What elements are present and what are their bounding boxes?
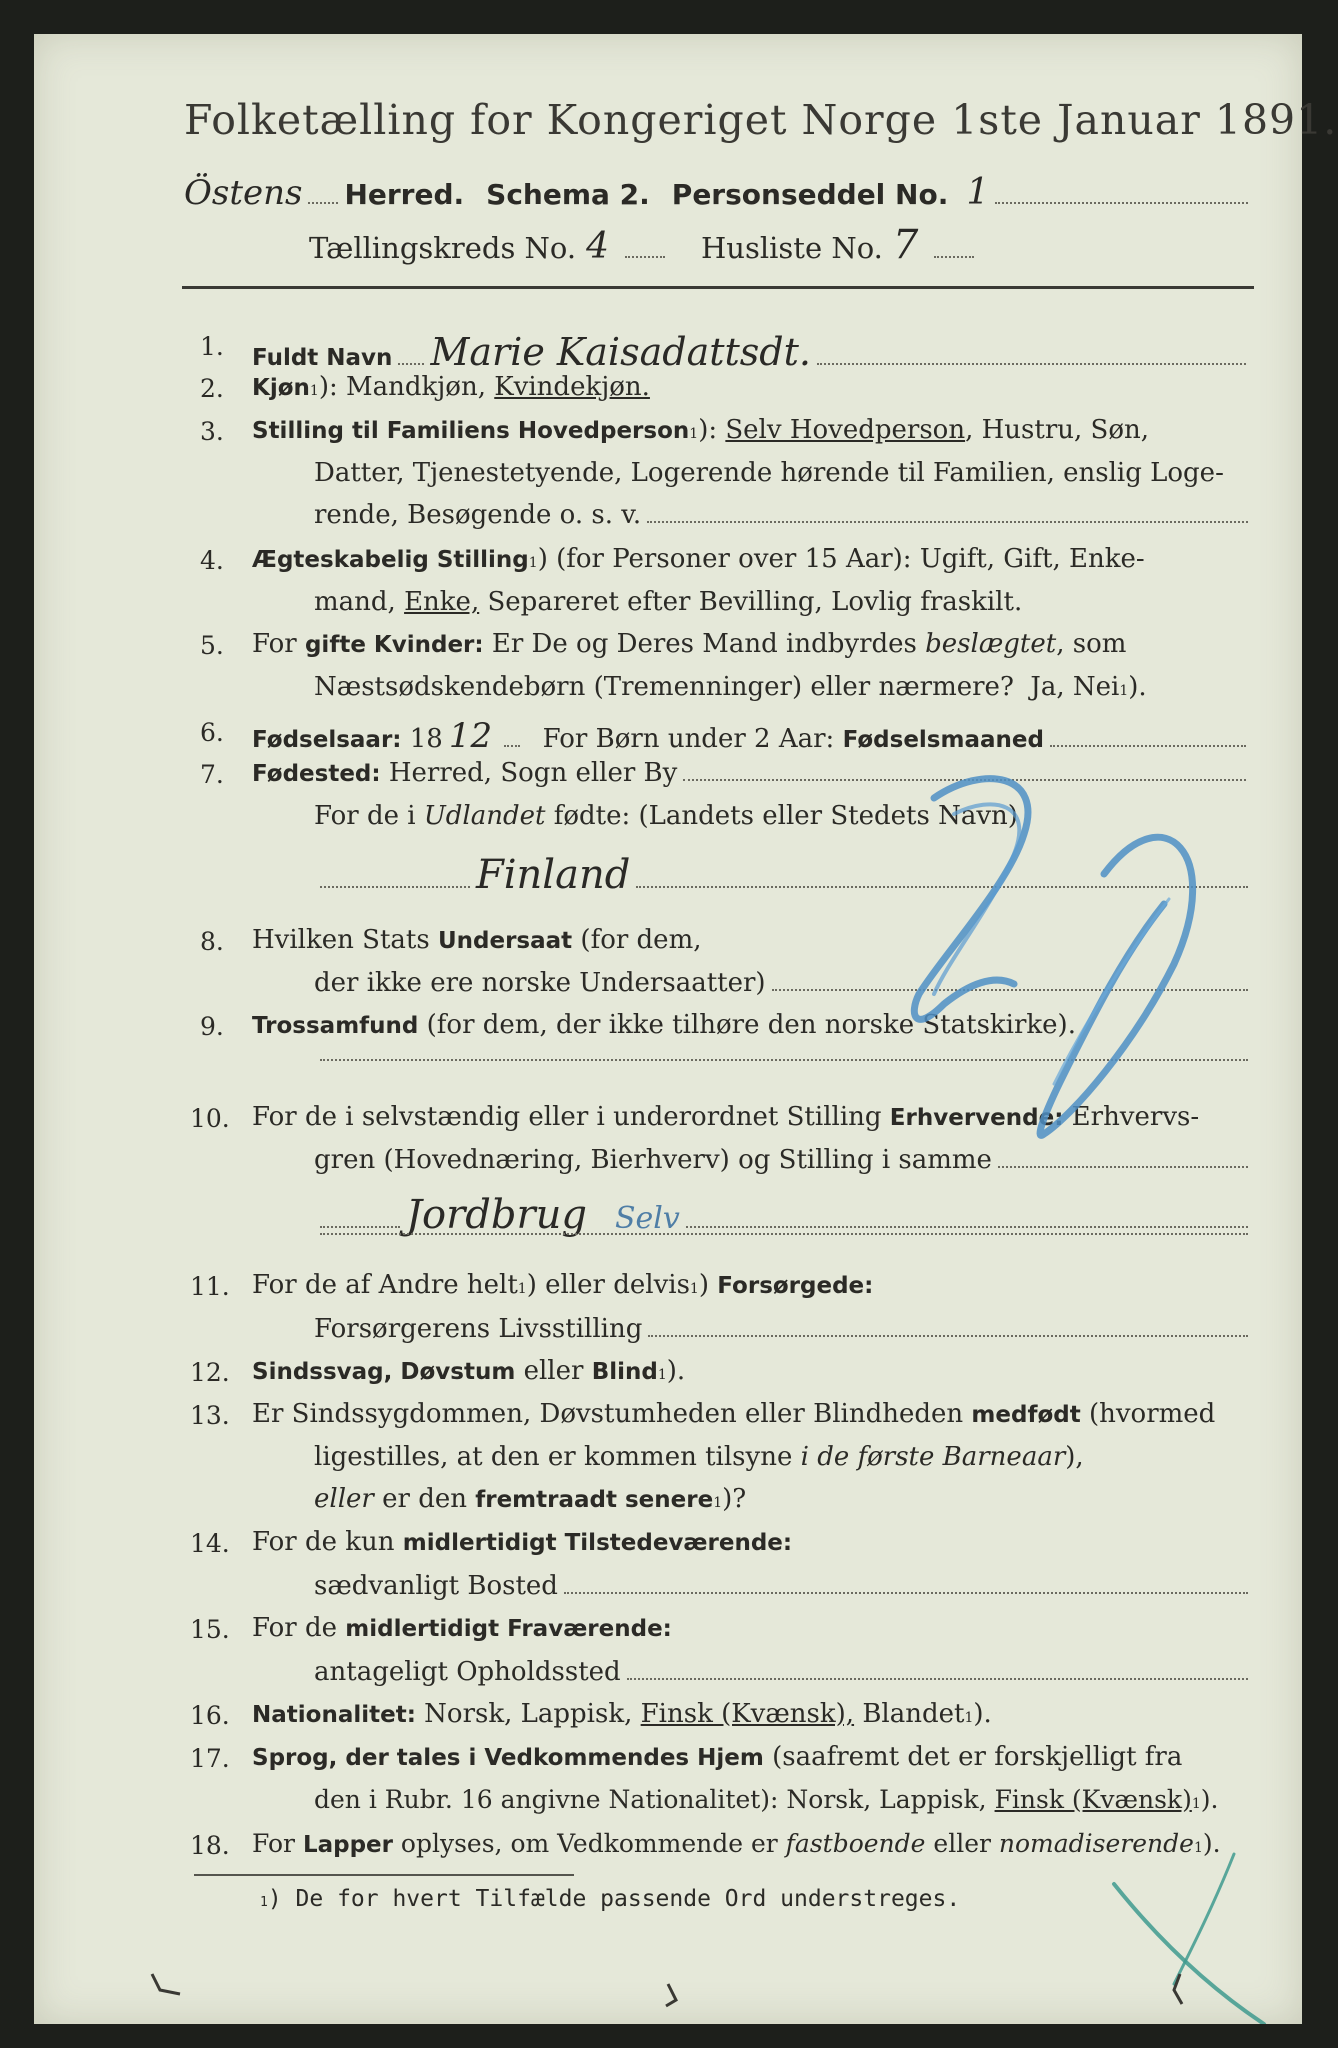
q15-label: midlertidigt Fraværende:	[345, 1616, 672, 1642]
q5-number: 5.	[200, 631, 224, 660]
q4-line1: Ægteskabelig Stilling 1 ) (for Personer over 15 Aar): Ugift, Gift, Enke-	[252, 544, 1145, 574]
q14-number: 14.	[190, 1529, 230, 1558]
q1-label: Fuldt Navn	[252, 345, 393, 371]
q18-line1: For Lapper oplyses, om Vedkommende er fastboende eller nomadiserende 1 ).	[252, 1829, 1221, 1858]
kreds-value: 4	[586, 226, 610, 267]
q12-number: 12.	[190, 1358, 230, 1387]
q17-line1: Sprog, der tales i Vedkommendes Hjem (saafremt det er forskjelligt fra	[252, 1742, 1183, 1772]
q4-label: Ægteskabelig Stilling	[252, 547, 529, 573]
q14-label: midlertidigt Tilstedeværende:	[402, 1530, 793, 1556]
q7-line1: Fødested: Herred, Sogn eller By	[252, 758, 1252, 788]
q16-label: Nationalitet:	[252, 1702, 416, 1728]
q10-line2: gren (Hovednæring, Bierhverv) og Stilling i samme	[314, 1145, 1254, 1175]
q16-number: 16.	[190, 1701, 230, 1730]
q7-line2: For de i Udlandet fødte: (Landets eller Stedets Navn)	[314, 801, 1018, 831]
q18-number: 18.	[190, 1831, 230, 1860]
q8-label: Undersaat	[437, 928, 573, 954]
bottom-tick-marks	[144, 1964, 1204, 2024]
q2-gender: Kjøn 1 ): Mandkjøn, Kvindekjøn.	[252, 372, 650, 402]
q12-label: Sindssvag, Døvstum	[252, 1359, 516, 1385]
q1-number: 1.	[200, 332, 224, 361]
q14-line2: sædvanligt Bosted	[314, 1571, 1254, 1601]
q12-line1: Sindssvag, Døvstum eller Blind 1 ).	[252, 1356, 686, 1386]
q15-number: 15.	[190, 1615, 230, 1644]
q6-label2: Fødselsmaaned	[842, 727, 1044, 753]
q11-number: 11.	[190, 1272, 230, 1301]
schema-label: Schema 2.	[486, 178, 650, 211]
q3-line2: Datter, Tjenestetyende, Logerende hørende til Familien, enslig Loge-	[314, 458, 1224, 488]
q16-selected-option: Finsk (Kvænsk),	[640, 1699, 855, 1729]
q9-label: Trossamfund	[252, 1013, 419, 1039]
personseddel-label: Personseddel No.	[671, 178, 949, 211]
q1-name-value: Marie Kaisadattsdt.	[430, 330, 811, 374]
q10-status-value: Selv	[614, 1201, 680, 1236]
form-title-text: Folketælling for Kongeriget Norge 1ste Januar 1891.	[184, 96, 1338, 144]
q2-selected-option: Kvindekjøn.	[494, 372, 650, 402]
q17-label: Sprog, der tales i Vedkommendes Hjem	[252, 1745, 764, 1771]
q5-line2: Næstsødskendebørn (Tremenninger) eller nærmere? Ja, Nei 1 ).	[314, 672, 1147, 702]
q6-birth-year: Fødselsaar: 18 12 For Børn under 2 Aar: Fødselsmaaned	[252, 716, 1252, 756]
q11-label: Forsørgede:	[717, 1273, 874, 1299]
q10-line4	[314, 1232, 1254, 1241]
q4-selected-option: Enke,	[404, 587, 480, 617]
q18-label: Lapper	[302, 1832, 393, 1858]
q6-number: 6.	[200, 718, 224, 747]
q3-line3: rende, Besøgende o. s. v.	[314, 500, 1254, 530]
q15-line2: antageligt Opholdssted	[314, 1657, 1254, 1687]
husliste-label: Husliste No.	[701, 231, 883, 265]
q3-selected-option: Selv Hovedperson	[725, 415, 966, 445]
q11-line2: Forsørgerens Livsstilling	[314, 1314, 1254, 1344]
q2-label: Kjøn	[252, 375, 310, 401]
q7-label: Fødested:	[252, 761, 381, 787]
q8-line1: Hvilken Stats Undersaat (for dem,	[252, 925, 702, 955]
q5-line1: For gifte Kvinder: Er De og Deres Mand indbyrdes beslægtet , som	[252, 629, 1127, 659]
q17-selected-option: Finsk (Kvænsk)	[994, 1785, 1192, 1814]
q13-number: 13.	[190, 1401, 230, 1430]
q5-label: gifte Kvinder:	[304, 632, 484, 658]
q6-label: Fødselsaar:	[252, 727, 402, 753]
q1-full-name	[252, 330, 1252, 374]
q17-number: 17.	[190, 1744, 230, 1773]
q10-label: Erhvervende:	[889, 1105, 1064, 1131]
q16-line1: Nationalitet: Norsk, Lappisk, Finsk (Kvænsk), Blandet 1 ).	[252, 1699, 992, 1729]
q15-line1: For de midlertidigt Fraværende:	[252, 1613, 672, 1643]
q14-line1: For de kun midlertidigt Tilstedeværende:	[252, 1527, 793, 1557]
blue-pencil-marking	[874, 754, 1274, 1194]
kreds-row	[309, 222, 980, 268]
q2-number: 2.	[200, 374, 224, 403]
q10-line1: For de i selvstændig eller i underordnet Stilling Erhvervende: Erhvervs-	[252, 1102, 1200, 1132]
personseddel-value: 1	[966, 172, 990, 213]
q3-number: 3.	[200, 417, 224, 446]
footnote-rule	[194, 1874, 574, 1876]
q4-line2: mand, Enke, Separeret efter Bevilling, Lovlig fraskilt.	[314, 587, 1023, 617]
kreds-label: Tællingskreds No.	[309, 231, 577, 265]
q11-line1: For de af Andre helt 1 ) eller delvis 1 ) Forsørgede:	[252, 1270, 874, 1300]
header-rule	[182, 286, 1254, 289]
q8-number: 8.	[200, 927, 224, 956]
q17-line2: den i Rubr. 16 angivne Nationalitet): Norsk, Lappisk, Finsk (Kvænsk) 1 ).	[314, 1785, 1219, 1814]
q4-number: 4.	[200, 546, 224, 575]
herred-label: Herred.	[344, 178, 465, 211]
q9-number: 9.	[200, 1012, 224, 1041]
q7-birthplace-value: Finland	[476, 852, 631, 898]
form-title	[184, 96, 1337, 144]
q7-number: 7.	[200, 760, 224, 789]
q3-line1: Stilling til Familiens Hovedperson 1 ): Selv Hovedperson , Hustru, Søn,	[252, 415, 1149, 445]
herred-row	[174, 172, 1254, 213]
q6-year-value: 12	[448, 716, 493, 756]
herred-value: Östens	[184, 173, 303, 213]
q13-label: medfødt	[971, 1402, 1081, 1428]
q10-number: 10.	[190, 1104, 230, 1133]
q8-line2: der ikke ere norske Undersaatter)	[314, 968, 1254, 998]
q13-line3: eller er den fremtraadt senere 1 )?	[314, 1484, 747, 1514]
q3-label: Stilling til Familiens Hovedperson	[252, 418, 690, 444]
q2-text: ): Mandkjøn,	[318, 372, 495, 402]
q9-line1: Trossamfund (for dem, der ikke tilhøre den norske Statskirke).	[252, 1010, 1076, 1040]
footnote: 1 ) De for hvert Tilfælde passende Ord understreges.	[260, 1886, 961, 1912]
q13-line1: Er Sindssygdommen, Døvstumheden eller Blindheden medfødt (hvormed	[252, 1399, 1216, 1429]
q13-line2: ligestilles, at den er kommen tilsyne i de første Barneaar ),	[314, 1442, 1084, 1472]
q10-occupation-value: Jordbrug	[406, 1192, 587, 1238]
census-form-sheet	[34, 34, 1338, 2024]
husliste-value: 7	[892, 222, 919, 268]
